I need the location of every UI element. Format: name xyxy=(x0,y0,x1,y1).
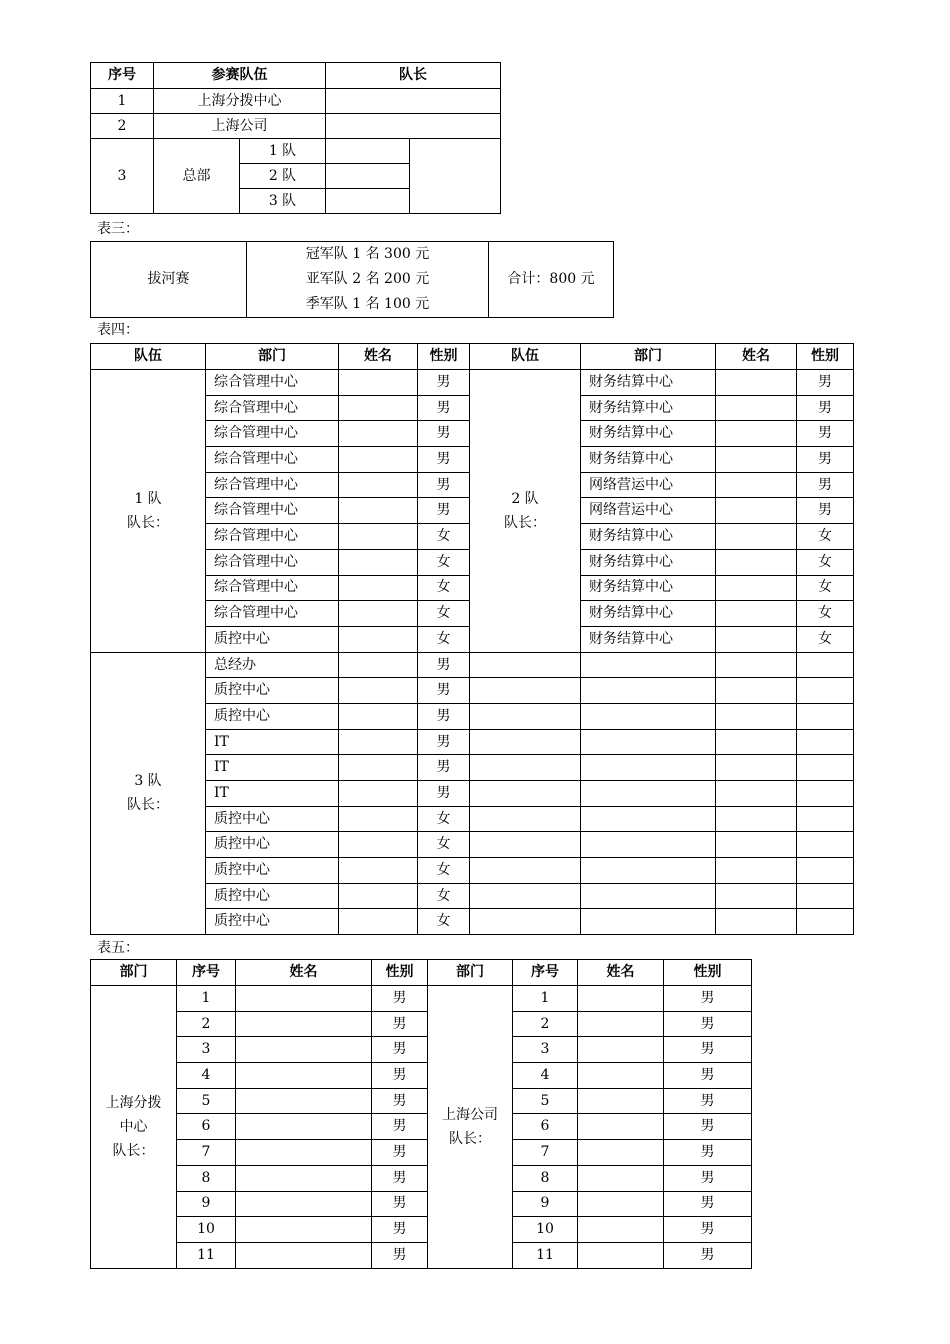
row-team: 总部 xyxy=(154,139,240,214)
header-name: 姓名 xyxy=(578,960,664,986)
member-gender: 男 xyxy=(372,1191,428,1217)
team-registration-table xyxy=(90,62,501,214)
department-label-line: 队长： xyxy=(112,1142,155,1159)
empty-cell xyxy=(797,806,854,832)
department-roster-table xyxy=(90,959,752,1269)
member-name xyxy=(339,370,418,396)
empty-cell xyxy=(797,729,854,755)
member-gender: 男 xyxy=(797,395,854,421)
member-gender: 男 xyxy=(664,1217,752,1243)
member-name xyxy=(236,1242,372,1268)
team-roster-table xyxy=(90,343,854,935)
member-dept: 财务结算中心 xyxy=(581,549,716,575)
member-name xyxy=(339,678,418,704)
member-name xyxy=(339,883,418,909)
member-name xyxy=(339,395,418,421)
member-dept: 综合管理中心 xyxy=(206,370,339,396)
member-gender: 女 xyxy=(418,858,470,884)
empty-cell xyxy=(716,781,797,807)
empty-cell xyxy=(716,703,797,729)
member-gender: 男 xyxy=(372,986,428,1012)
member-dept: 质控中心 xyxy=(206,858,339,884)
department-label-line: 上海分拨 xyxy=(105,1094,162,1111)
member-name xyxy=(578,1063,664,1089)
table-row xyxy=(91,1088,752,1114)
table-row xyxy=(91,1217,752,1243)
member-name xyxy=(716,472,797,498)
member-gender: 男 xyxy=(664,1088,752,1114)
member-dept: 质控中心 xyxy=(206,703,339,729)
member-name xyxy=(236,1165,372,1191)
empty-cell xyxy=(797,781,854,807)
empty-cell xyxy=(716,729,797,755)
empty-cell xyxy=(797,832,854,858)
row-seq: 7 xyxy=(513,1140,578,1166)
row-seq: 1 xyxy=(91,89,154,114)
member-gender: 男 xyxy=(372,1088,428,1114)
header-dept: 部门 xyxy=(91,960,177,986)
member-gender: 女 xyxy=(797,626,854,652)
member-name xyxy=(339,601,418,627)
empty-cell xyxy=(581,652,716,678)
empty-cell xyxy=(470,652,581,678)
department-label-line: 上海公司 xyxy=(442,1106,498,1123)
row-team: 上海公司 xyxy=(154,114,326,139)
member-name xyxy=(339,781,418,807)
member-dept: 财务结算中心 xyxy=(581,524,716,550)
team-label-cell xyxy=(91,370,206,653)
member-dept: 财务结算中心 xyxy=(581,421,716,447)
member-dept: 综合管理中心 xyxy=(206,601,339,627)
member-gender: 男 xyxy=(418,755,470,781)
member-gender: 男 xyxy=(418,395,470,421)
table5-caption: 表五： xyxy=(97,940,139,956)
member-name xyxy=(339,447,418,473)
member-name xyxy=(716,575,797,601)
table-row xyxy=(91,139,501,164)
empty-cell xyxy=(797,703,854,729)
member-name xyxy=(236,1140,372,1166)
empty-cell xyxy=(797,909,854,935)
header-team: 参赛队伍 xyxy=(154,63,326,89)
row-seq: 9 xyxy=(513,1191,578,1217)
captain-cell xyxy=(326,164,410,189)
member-name xyxy=(339,755,418,781)
member-gender: 女 xyxy=(418,883,470,909)
member-name xyxy=(339,472,418,498)
member-gender: 男 xyxy=(418,498,470,524)
member-dept: 财务结算中心 xyxy=(581,370,716,396)
table-row xyxy=(91,883,854,909)
table-row xyxy=(91,1011,752,1037)
member-gender: 女 xyxy=(418,909,470,935)
member-dept: 质控中心 xyxy=(206,883,339,909)
header-gender: 性别 xyxy=(664,960,752,986)
prize-third: 季军队 1 名 100 元 xyxy=(305,296,430,312)
empty-cell xyxy=(470,755,581,781)
prize-table xyxy=(90,241,614,318)
empty-cell xyxy=(581,858,716,884)
empty-cell xyxy=(716,806,797,832)
table-row xyxy=(91,370,854,396)
empty-cell xyxy=(716,832,797,858)
member-gender: 男 xyxy=(664,1242,752,1268)
member-name xyxy=(339,703,418,729)
member-dept: 综合管理中心 xyxy=(206,498,339,524)
captain-cell xyxy=(410,139,501,214)
member-name xyxy=(339,626,418,652)
table-row xyxy=(91,1114,752,1140)
row-seq: 2 xyxy=(513,1011,578,1037)
table-row xyxy=(91,1140,752,1166)
row-seq: 3 xyxy=(91,139,154,214)
table-row xyxy=(91,986,752,1012)
empty-cell xyxy=(470,703,581,729)
member-name xyxy=(716,395,797,421)
table-row xyxy=(91,1165,752,1191)
table-row xyxy=(91,703,854,729)
empty-cell xyxy=(470,858,581,884)
empty-cell xyxy=(716,755,797,781)
table-row xyxy=(91,1037,752,1063)
member-gender: 女 xyxy=(418,601,470,627)
table-row xyxy=(91,114,501,139)
empty-cell xyxy=(716,652,797,678)
table-row xyxy=(91,729,854,755)
empty-cell xyxy=(797,755,854,781)
member-name xyxy=(339,498,418,524)
member-gender: 女 xyxy=(418,524,470,550)
empty-cell xyxy=(470,883,581,909)
member-name xyxy=(716,498,797,524)
member-dept: 质控中心 xyxy=(206,806,339,832)
member-dept: 综合管理中心 xyxy=(206,575,339,601)
table-row xyxy=(91,1063,752,1089)
member-name xyxy=(236,1088,372,1114)
empty-cell xyxy=(581,678,716,704)
row-seq: 1 xyxy=(177,986,236,1012)
member-dept: 质控中心 xyxy=(206,626,339,652)
member-gender: 男 xyxy=(418,781,470,807)
member-dept: 财务结算中心 xyxy=(581,395,716,421)
member-dept: 财务结算中心 xyxy=(581,447,716,473)
empty-cell xyxy=(470,729,581,755)
member-gender: 男 xyxy=(372,1242,428,1268)
empty-cell xyxy=(716,909,797,935)
table-row xyxy=(91,652,854,678)
row-seq: 6 xyxy=(177,1114,236,1140)
row-seq: 2 xyxy=(177,1011,236,1037)
row-seq: 6 xyxy=(513,1114,578,1140)
header-team: 队伍 xyxy=(91,344,206,370)
sub-team: 1 队 xyxy=(240,139,326,164)
member-dept: 质控中心 xyxy=(206,678,339,704)
empty-cell xyxy=(797,883,854,909)
prize-total: 合计：800 元 xyxy=(489,242,614,318)
member-name xyxy=(578,1165,664,1191)
row-seq: 10 xyxy=(513,1217,578,1243)
member-name xyxy=(716,626,797,652)
member-gender: 男 xyxy=(664,1037,752,1063)
table-row xyxy=(91,1242,752,1268)
department-label-cell xyxy=(428,986,513,1269)
member-name xyxy=(339,575,418,601)
member-dept: 质控中心 xyxy=(206,909,339,935)
member-gender: 男 xyxy=(797,498,854,524)
member-gender: 男 xyxy=(372,1037,428,1063)
team-name: 2 队 xyxy=(511,490,539,507)
row-seq: 8 xyxy=(513,1165,578,1191)
member-gender: 男 xyxy=(797,472,854,498)
team-captain-label: 队长： xyxy=(504,514,546,531)
empty-cell xyxy=(797,678,854,704)
member-gender: 男 xyxy=(372,1140,428,1166)
member-dept: IT xyxy=(206,781,339,807)
row-seq: 7 xyxy=(177,1140,236,1166)
header-seq: 序号 xyxy=(177,960,236,986)
member-gender: 男 xyxy=(664,1063,752,1089)
member-dept: 财务结算中心 xyxy=(581,601,716,627)
member-name xyxy=(339,832,418,858)
header-dept: 部门 xyxy=(581,344,716,370)
member-name xyxy=(716,524,797,550)
member-gender: 男 xyxy=(664,1191,752,1217)
empty-cell xyxy=(581,755,716,781)
member-gender: 男 xyxy=(418,370,470,396)
member-gender: 女 xyxy=(418,806,470,832)
member-name xyxy=(578,986,664,1012)
empty-cell xyxy=(470,909,581,935)
department-label-line: 中心 xyxy=(119,1118,148,1135)
sub-team: 2 队 xyxy=(240,164,326,189)
member-gender: 男 xyxy=(418,678,470,704)
member-dept: 综合管理中心 xyxy=(206,421,339,447)
department-label-line: 队长： xyxy=(449,1130,491,1147)
empty-cell xyxy=(581,781,716,807)
member-name xyxy=(339,806,418,832)
empty-cell xyxy=(581,729,716,755)
member-gender: 女 xyxy=(797,575,854,601)
member-gender: 男 xyxy=(664,1140,752,1166)
table-row xyxy=(91,909,854,935)
empty-cell xyxy=(716,678,797,704)
member-dept: 财务结算中心 xyxy=(581,626,716,652)
table-row xyxy=(91,781,854,807)
empty-cell xyxy=(581,883,716,909)
member-gender: 女 xyxy=(797,601,854,627)
team-name: 3 队 xyxy=(134,773,162,790)
member-name xyxy=(716,549,797,575)
member-name xyxy=(716,421,797,447)
team-label-cell xyxy=(91,652,206,935)
member-name xyxy=(578,1088,664,1114)
captain-cell xyxy=(326,189,410,214)
table-row xyxy=(91,678,854,704)
member-gender: 男 xyxy=(797,421,854,447)
member-gender: 男 xyxy=(372,1011,428,1037)
member-gender: 女 xyxy=(797,524,854,550)
empty-cell xyxy=(581,703,716,729)
empty-cell xyxy=(581,909,716,935)
member-gender: 男 xyxy=(664,1114,752,1140)
row-seq: 9 xyxy=(177,1191,236,1217)
header-dept: 部门 xyxy=(428,960,513,986)
member-name xyxy=(578,1140,664,1166)
member-gender: 男 xyxy=(797,447,854,473)
header-seq: 序号 xyxy=(513,960,578,986)
table-row xyxy=(91,806,854,832)
member-gender: 男 xyxy=(418,421,470,447)
row-seq: 11 xyxy=(513,1242,578,1268)
table-row xyxy=(91,858,854,884)
header-name: 姓名 xyxy=(236,960,372,986)
empty-cell xyxy=(470,806,581,832)
department-label-cell xyxy=(91,986,177,1269)
table3-caption: 表三： xyxy=(97,221,139,237)
member-dept: 财务结算中心 xyxy=(581,575,716,601)
row-seq: 3 xyxy=(177,1037,236,1063)
empty-cell xyxy=(581,806,716,832)
member-dept: 综合管理中心 xyxy=(206,447,339,473)
header-gender: 性别 xyxy=(797,344,854,370)
captain-cell xyxy=(326,114,501,139)
member-gender: 男 xyxy=(418,703,470,729)
member-name xyxy=(578,1114,664,1140)
header-dept: 部门 xyxy=(206,344,339,370)
table-row xyxy=(91,755,854,781)
member-gender: 男 xyxy=(372,1217,428,1243)
empty-cell xyxy=(797,858,854,884)
member-gender: 男 xyxy=(372,1063,428,1089)
member-dept: 质控中心 xyxy=(206,832,339,858)
member-dept: IT xyxy=(206,729,339,755)
member-gender: 女 xyxy=(797,549,854,575)
table-row xyxy=(91,1191,752,1217)
header-team: 队伍 xyxy=(470,344,581,370)
row-team: 上海分拨中心 xyxy=(154,89,326,114)
member-name xyxy=(339,858,418,884)
member-name xyxy=(236,1063,372,1089)
member-name xyxy=(236,1114,372,1140)
member-name xyxy=(236,1037,372,1063)
header-gender: 性别 xyxy=(418,344,470,370)
member-dept: IT xyxy=(206,755,339,781)
member-gender: 男 xyxy=(372,1165,428,1191)
empty-cell xyxy=(470,678,581,704)
member-name xyxy=(339,729,418,755)
team-label-cell xyxy=(470,370,581,653)
member-name xyxy=(236,1217,372,1243)
row-seq: 1 xyxy=(513,986,578,1012)
member-name xyxy=(716,370,797,396)
member-gender: 男 xyxy=(664,1011,752,1037)
member-gender: 男 xyxy=(797,370,854,396)
row-seq: 5 xyxy=(177,1088,236,1114)
member-dept: 网络营运中心 xyxy=(581,498,716,524)
team-captain-label: 队长： xyxy=(127,797,169,814)
member-gender: 男 xyxy=(372,1114,428,1140)
header-captain: 队长 xyxy=(326,63,501,89)
member-name xyxy=(716,447,797,473)
row-seq: 5 xyxy=(513,1088,578,1114)
table-row xyxy=(91,89,501,114)
team-captain-label: 队长： xyxy=(127,514,169,531)
captain-cell xyxy=(326,139,410,164)
empty-cell xyxy=(797,652,854,678)
member-dept: 综合管理中心 xyxy=(206,395,339,421)
member-gender: 女 xyxy=(418,575,470,601)
team-name: 1 队 xyxy=(134,490,162,507)
prize-list xyxy=(247,242,489,318)
header-name: 姓名 xyxy=(339,344,418,370)
member-dept: 综合管理中心 xyxy=(206,472,339,498)
row-seq: 11 xyxy=(177,1242,236,1268)
empty-cell xyxy=(581,832,716,858)
member-gender: 男 xyxy=(418,652,470,678)
member-gender: 女 xyxy=(418,626,470,652)
member-gender: 男 xyxy=(664,986,752,1012)
sub-team: 3 队 xyxy=(240,189,326,214)
member-gender: 男 xyxy=(418,447,470,473)
member-name xyxy=(339,652,418,678)
member-name xyxy=(339,549,418,575)
prize-champion: 冠军队 1 名 300 元 xyxy=(305,246,430,262)
empty-cell xyxy=(716,883,797,909)
member-name xyxy=(578,1037,664,1063)
row-seq: 8 xyxy=(177,1165,236,1191)
member-name xyxy=(716,601,797,627)
member-gender: 男 xyxy=(418,729,470,755)
empty-cell xyxy=(470,832,581,858)
member-gender: 男 xyxy=(418,472,470,498)
header-seq: 序号 xyxy=(91,63,154,89)
table-row xyxy=(91,832,854,858)
member-dept: 综合管理中心 xyxy=(206,524,339,550)
member-name xyxy=(578,1242,664,1268)
prize-runner-up: 亚军队 2 名 200 元 xyxy=(305,271,430,287)
captain-cell xyxy=(326,89,501,114)
empty-cell xyxy=(470,781,581,807)
member-name xyxy=(339,524,418,550)
member-name xyxy=(236,1191,372,1217)
member-name xyxy=(578,1011,664,1037)
member-name xyxy=(236,1011,372,1037)
member-dept: 网络营运中心 xyxy=(581,472,716,498)
header-gender: 性别 xyxy=(372,960,428,986)
member-gender: 女 xyxy=(418,549,470,575)
member-name xyxy=(578,1217,664,1243)
member-name xyxy=(339,421,418,447)
member-gender: 女 xyxy=(418,832,470,858)
row-seq: 2 xyxy=(91,114,154,139)
member-name xyxy=(578,1191,664,1217)
table4-caption: 表四： xyxy=(97,322,139,338)
member-gender: 男 xyxy=(664,1165,752,1191)
header-name: 姓名 xyxy=(716,344,797,370)
empty-cell xyxy=(716,858,797,884)
member-name xyxy=(236,986,372,1012)
event-name: 拔河赛 xyxy=(91,242,247,318)
member-dept: 综合管理中心 xyxy=(206,549,339,575)
member-name xyxy=(339,909,418,935)
row-seq: 4 xyxy=(513,1063,578,1089)
row-seq: 10 xyxy=(177,1217,236,1243)
member-dept: 总经办 xyxy=(206,652,339,678)
row-seq: 4 xyxy=(177,1063,236,1089)
row-seq: 3 xyxy=(513,1037,578,1063)
